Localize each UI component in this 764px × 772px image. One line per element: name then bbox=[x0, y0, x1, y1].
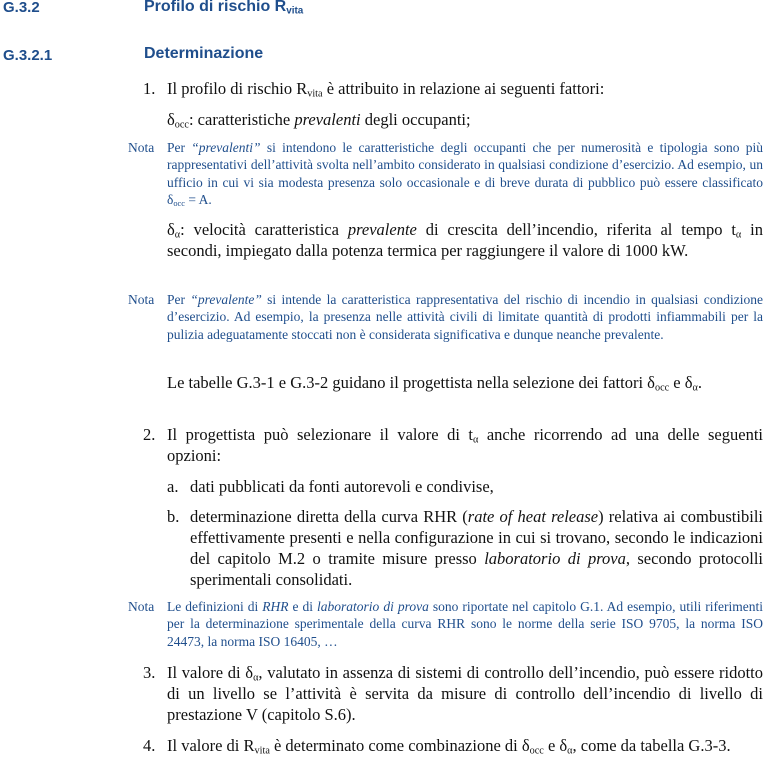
subsection-title: Determinazione bbox=[144, 45, 264, 62]
subsection-number: G.3.2.1 bbox=[3, 47, 53, 64]
section-number: G.3.2 bbox=[3, 0, 40, 16]
nota-2: Per “prevalente” si intende la caratteristica rappresentativa del rischio di incendio in qualsiasi condizione d’esercizio. Ad esempio, la presenza nelle attività civili di limitate quantità di prodotti infiammabili per la pulizia adeguatamente stoccati non è considerata significativa e dunque neanche prevalente. bbox=[167, 292, 763, 342]
list-item-4: Il valore di $R_{vita}$ è determinato come combinazione di $\delta_{occ}$ e $\delta_\alpha$, come da tabella G.3-3. bbox=[167, 736, 731, 757]
nota-label-1: Nota bbox=[128, 140, 155, 155]
list-number-3: 3. bbox=[143, 663, 156, 682]
tabelle-paragraph: Le tabelle G.3-1 e G.3-2 guidano il progettista nella selezione dei fattori $\delta_{occ}$ e $\delta_\alpha$. bbox=[167, 373, 702, 394]
list-item-3: Il valore di $\delta_\alpha$, valutato in assenza di sistemi di controllo dell’incendio, può essere ridotto di un livello se l’attività è servita da misure di controllo dell’incendio di livello di prestazione V (capitolo S.6). bbox=[167, 663, 763, 724]
option-letter-b: b. bbox=[167, 507, 180, 526]
factor-docc: $\delta_{occ}$: caratteristiche prevalenti degli occupanti; bbox=[167, 110, 471, 131]
option-letter-a: a. bbox=[167, 477, 179, 496]
section-title: Profilo di rischio $R_{vita}$ bbox=[144, 0, 304, 17]
list-number-2: 2. bbox=[143, 425, 156, 444]
nota-3: Le definizioni di RHR e di laboratorio di prova sono riportate nel capitolo G.1. Ad esempio, utili riferimenti per la determinazione sperimentale della curva RHR sono le norme della serie ISO 9705, la norma ISO 24473, la norma ISO 16405, … bbox=[167, 599, 763, 649]
list-number-1: 1. bbox=[143, 79, 156, 98]
list-item-2: Il progettista può selezionare il valore di $t_\alpha$ anche ricorrendo ad una delle seguenti opzioni: bbox=[167, 425, 763, 465]
list-number-4: 4. bbox=[143, 736, 156, 755]
nota-label-3: Nota bbox=[128, 599, 155, 614]
nota-label-2: Nota bbox=[128, 292, 155, 307]
nota-1: Per “prevalenti” si intendono le caratteristiche degli occupanti che per numerosità e tipologia sono più rappresentativi dell’attività svolta nell’ambito considerato in qualsiasi condizione d’esercizio. Ad esempio, un ufficio in cui vi sia modesta presenza solo occasionale e di breve durata di pubblico può essere classificato $\delta_{occ} = A$. bbox=[167, 140, 764, 208]
list-item-1: Il profilo di rischio $R_{vita}$ è attribuito in relazione ai seguenti fattori: bbox=[167, 79, 605, 100]
option-a: dati pubblicati da fonti autorevoli e condivise, bbox=[190, 477, 494, 496]
option-b: determinazione diretta della curva RHR (rate of heat release) relativa ai combustibili effettivamente presenti e nella configurazione in cui si trovano, secondo le indicazioni del capitolo M.2 o tramite misure presso laboratorio di prova, secondo protocolli sperimentali consolidati. bbox=[190, 507, 763, 589]
factor-dalpha: $\delta_\alpha$: velocità caratteristica prevalente di crescita dell’incendio, riferita al tempo $t_\alpha$ in secondi, impiegato dalla potenza termica per raggiungere il valore di 1000 kW. bbox=[167, 220, 763, 260]
